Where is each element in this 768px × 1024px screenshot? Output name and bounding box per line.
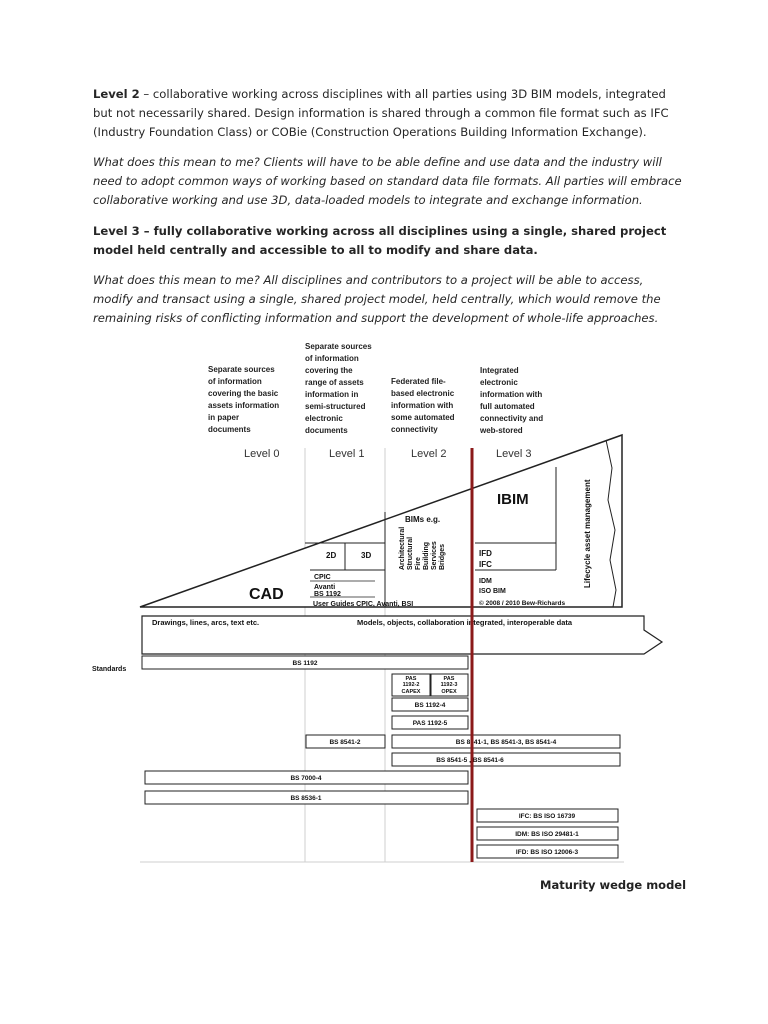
maturity-wedge-diagram [0,330,768,870]
bim-type-building: Building [423,542,430,570]
ifc-16739-label: IFC: BS ISO 16739 [518,813,576,820]
level3-paragraph [93,222,683,260]
arrow-left-label: Drawings, lines, arcs, text etc. [152,618,260,627]
bim-type-bridges: Bridges [439,543,446,570]
bs8541-2-label: BS 8541-2 [329,739,361,746]
level3-meaning: What does this mean to me? All disciplines and contributors to a project will be able to access, modify and transact using a single, shared project model, held centrally, which would remove the remaining risks of conflicting information and support the development of whole-life approaches. [93,273,661,325]
copyright-label: © 2008 / 2010 Bew-Richards [479,600,566,607]
bim-type-structural: Structural [407,536,414,570]
bs8536-1-label: BS 8536-1 [290,795,322,802]
pas-capex-line3: CAPEX [401,689,421,695]
ifd-label: IFD [479,549,492,558]
bs1192-4-label: BS 1192-4 [414,702,446,709]
standards-boxes [142,656,620,858]
idm-29481-label: IDM: BS ISO 29481-1 [515,831,579,838]
level0-label: Level 0 [244,448,280,460]
level2-paragraph [93,85,683,142]
two-d-label: 2D [326,551,337,560]
level0-description: Separate sources of information covering the basic assets information in paper documents [208,365,280,434]
bs8541-134-label: BS 8541-1, BS 8541-3, BS 8541-4 [455,739,557,746]
bim-type-architectural: Architectural [399,526,406,570]
level3-description: Integrated electronic information with full automated connectivity and web-stored [480,366,544,435]
level3-label: Level 3 [496,448,532,460]
standards-label: Standards [92,666,127,673]
level2-meaning: What does this mean to me? Clients will have to be able define and use data and the industry will need to adopt common ways of working based on standard data file formats. All parties will embrace collaborative working and use 3D, data-loaded models to integrate and exchange information. [93,155,682,207]
bim-type-fire: Fire [415,557,422,570]
level3-heading: Level 3 [93,224,140,238]
level3-text: – fully collaborative working across all disciplines using a single, shared project model held centrally and accessible to all to modify and share data. [93,224,667,257]
bims-eg-label: BIMs e.g. [405,515,441,524]
level1-label: Level 1 [329,448,365,460]
cad-label: CAD [249,586,284,603]
level-labels [244,448,531,460]
pas-opex-line1: PAS [443,676,455,682]
ifc-label: IFC [479,560,492,569]
ifd-12006-label: IFD: BS ISO 12006-3 [515,849,579,856]
level1-description: Separate sources of information covering the range of assets information in semi-structured electronic documents [305,342,372,435]
figure-caption: Maturity wedge model [540,878,687,892]
user-guides-label: User Guides CPIC, Avanti, BSI [313,601,414,608]
bs1192-wedge-label: BS 1192 [314,591,341,598]
pas-capex-line1: PAS [405,676,417,682]
bs1192-label: BS 1192 [292,660,318,667]
arrow-right-label: Models, objects, collaboration integrated, interoperable data [357,618,573,627]
pas-opex-line2: 1192-3 [440,682,458,688]
avanti-label: Avanti [314,584,336,591]
pas1192-5-label: PAS 1192-5 [412,720,448,727]
idm-label: IDM [479,578,492,585]
level2-text: – collaborative working across disciplines with all parties using 3D BIM models, integrated but not necessarily shared. Design information is shared through a common file format such as IFC (Industry Foundation Class) or COBie (Construction Operations Building Information Exchange). [93,87,669,139]
pas-capex-line2: 1192-2 [402,682,420,688]
lifecycle-label: Lifecycle asset management [583,479,592,588]
level2-heading: Level 2 [93,87,140,101]
cpic-label: CPIC [314,574,331,581]
iso-bim-label: ISO BIM [479,588,506,595]
level2-label: Level 2 [411,448,447,460]
bs8541-56-label: BS 8541-5 , BS 8541-6 [436,757,504,764]
bim-type-services: Services [431,541,438,570]
ibim-label: IBIM [497,491,529,508]
bs7000-4-label: BS 7000-4 [290,775,322,782]
pas-opex-line3: OPEX [441,689,457,695]
maturity-wedge [140,435,622,607]
three-d-label: 3D [361,551,372,560]
level-descriptions [208,342,545,435]
level2-description: Federated file- based electronic information with some automated connectivity [391,377,455,434]
bs8541-56-bar [392,753,620,766]
